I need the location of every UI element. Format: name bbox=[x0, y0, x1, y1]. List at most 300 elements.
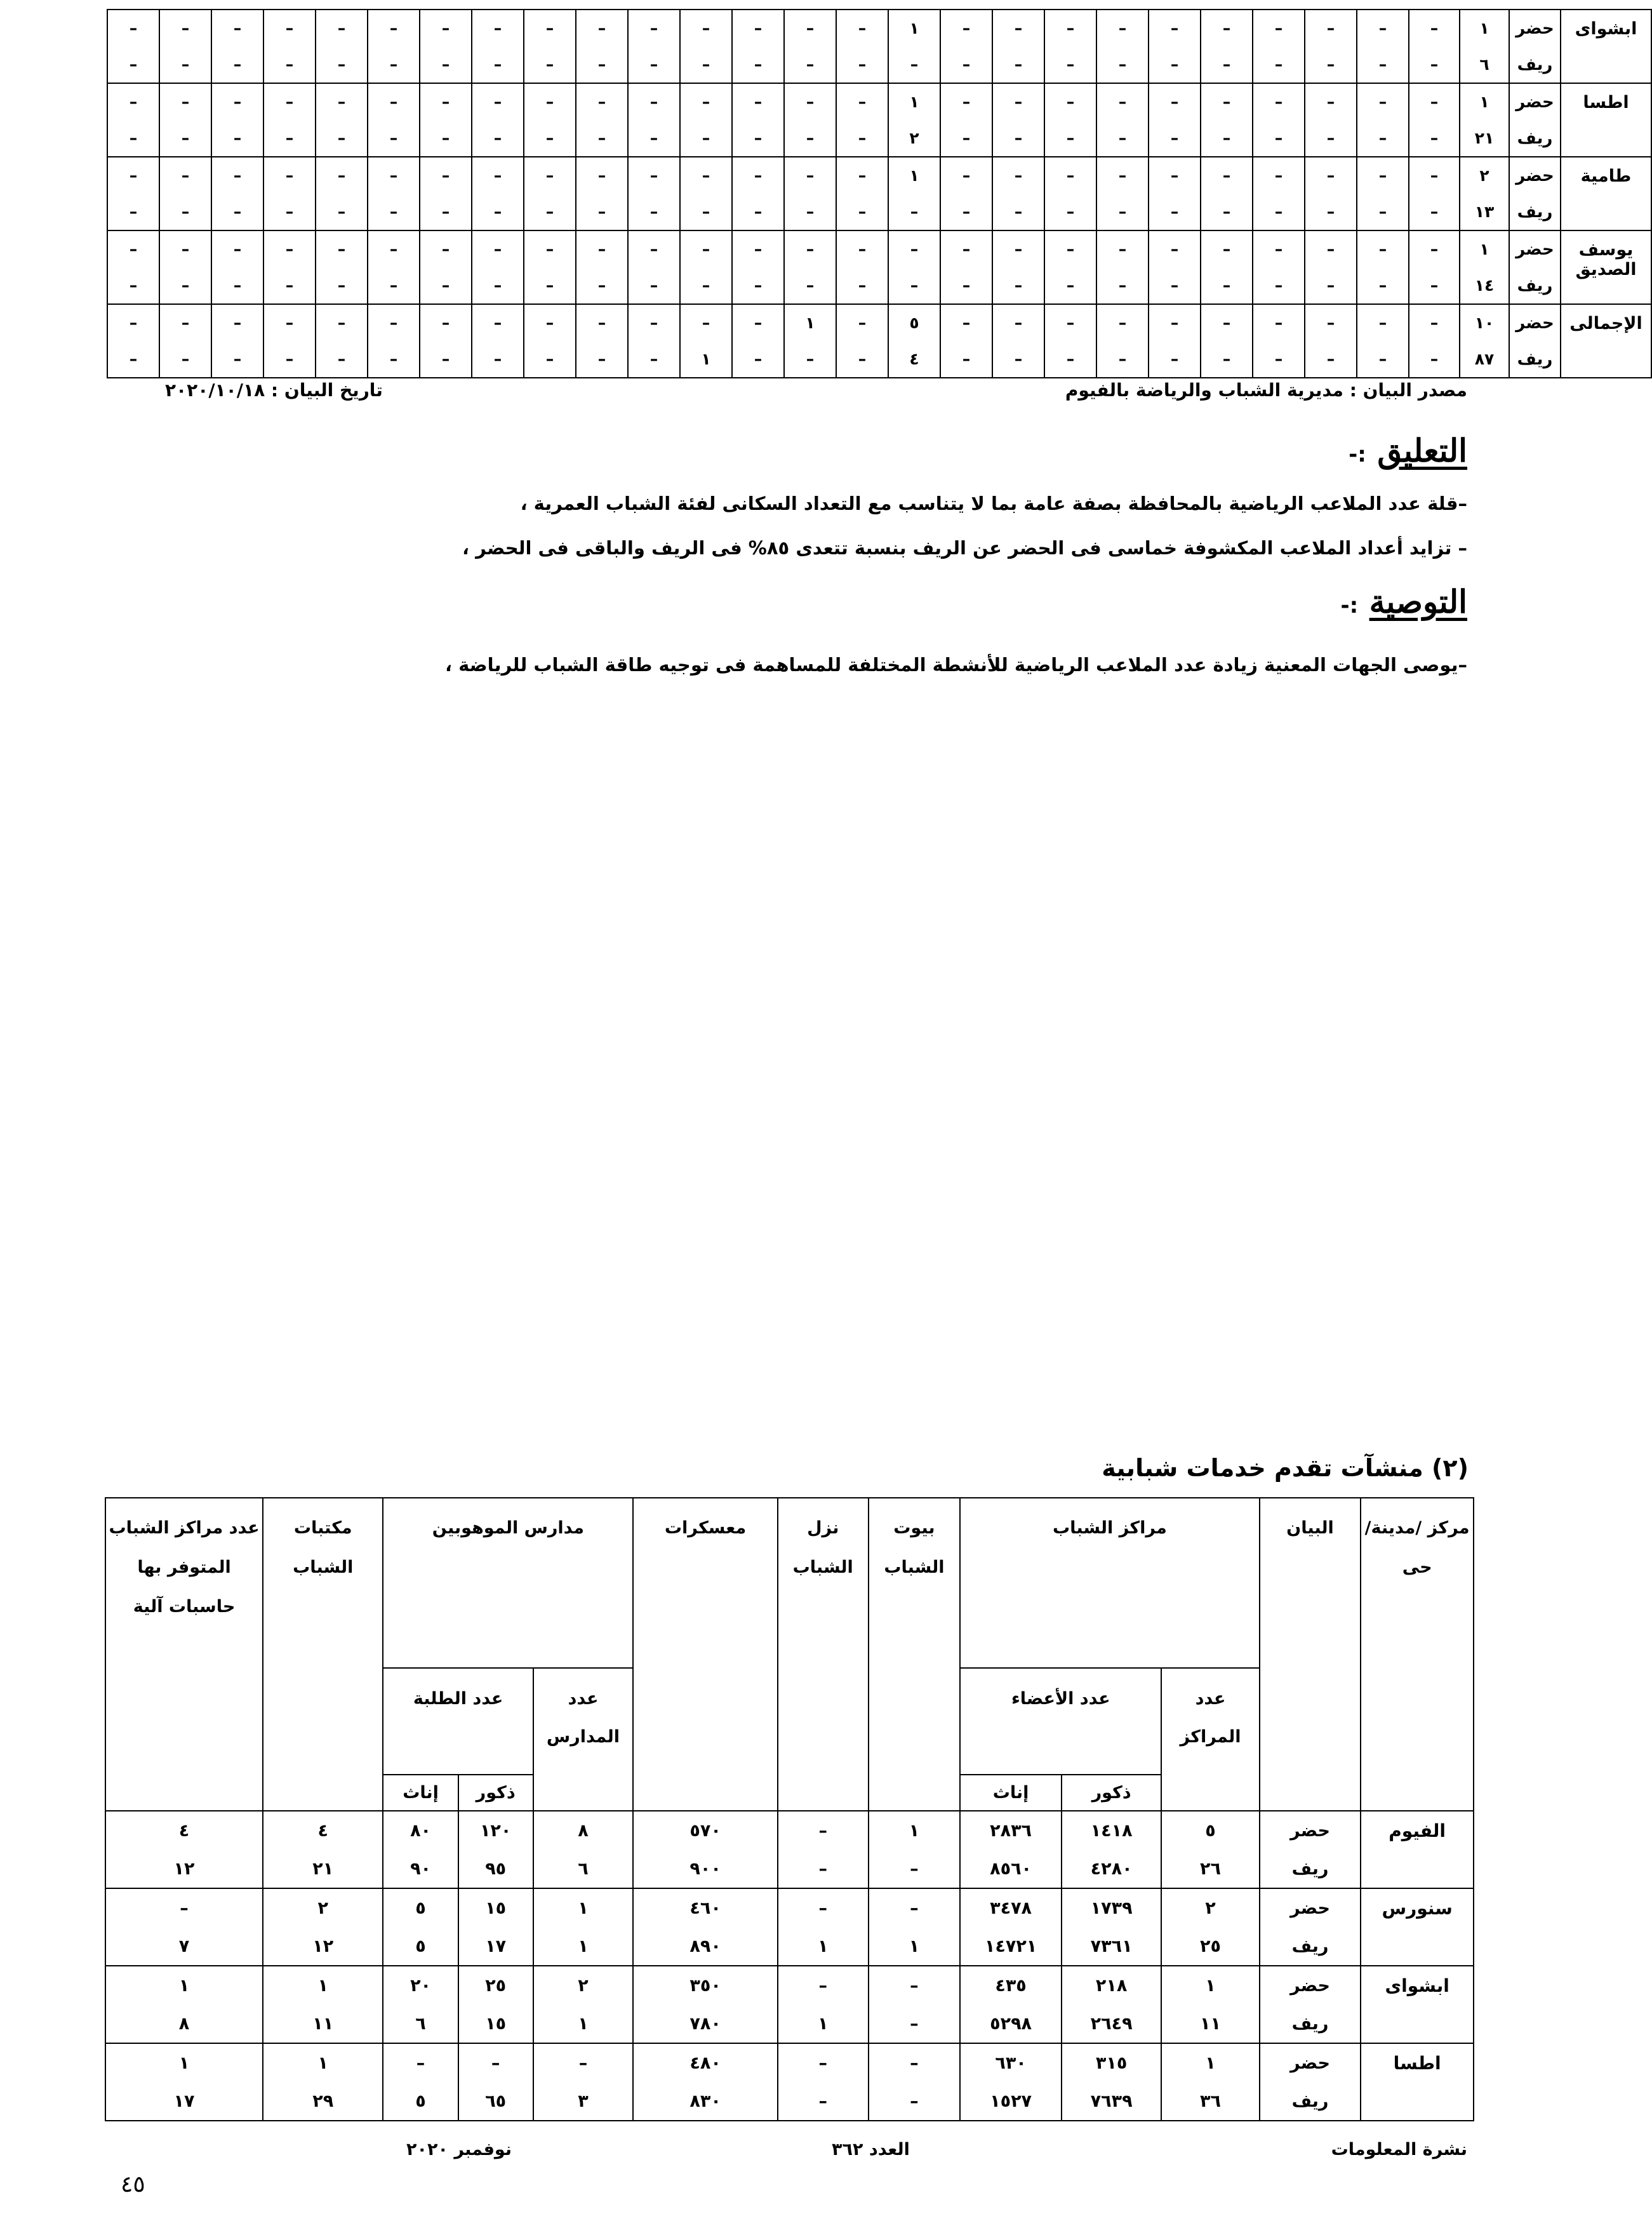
table-cell: – bbox=[316, 83, 368, 120]
table-cell: – bbox=[211, 267, 263, 304]
table-cell: – bbox=[1357, 341, 1409, 378]
table-cell: – bbox=[263, 267, 316, 304]
recommendation-heading-text: التوصية bbox=[1369, 583, 1467, 620]
table-cell: – bbox=[159, 230, 211, 267]
table-cell: – bbox=[1357, 46, 1409, 83]
table-cell: – bbox=[316, 304, 368, 341]
table-cell: – bbox=[524, 341, 576, 378]
table-cell: – bbox=[1357, 120, 1409, 157]
table-cell: – bbox=[524, 194, 576, 230]
table-cell: – bbox=[680, 267, 732, 304]
region-cell: يوسف الصديق bbox=[1561, 230, 1651, 304]
table-row bbox=[107, 341, 1651, 378]
table-cell: ١٥ bbox=[458, 1888, 533, 1927]
table-cell: ١٧ bbox=[105, 2082, 263, 2121]
table-cell: – bbox=[420, 10, 472, 46]
region-cell: الإجمالى bbox=[1561, 304, 1651, 378]
table-row bbox=[105, 1966, 1474, 2005]
table-cell: – bbox=[680, 304, 732, 341]
area-type-label: حضر bbox=[1509, 10, 1561, 46]
table-cell: – bbox=[159, 341, 211, 378]
region-cell: طامية bbox=[1561, 157, 1651, 230]
table-cell: – bbox=[576, 267, 628, 304]
table-cell: ٣١٥ bbox=[1062, 2043, 1161, 2082]
table-cell: ١ bbox=[105, 1966, 263, 2005]
table-cell: – bbox=[524, 157, 576, 194]
area-type-label: ريف bbox=[1260, 2005, 1361, 2043]
table-cell: – bbox=[263, 230, 316, 267]
table-row bbox=[107, 194, 1651, 230]
table-cell: – bbox=[869, 1850, 961, 1888]
table-cell: – bbox=[1201, 83, 1253, 120]
table-cell: – bbox=[1305, 194, 1357, 230]
table-cell: – bbox=[836, 194, 888, 230]
table-cell: – bbox=[940, 341, 992, 378]
header-students: عدد الطلبة bbox=[383, 1668, 533, 1775]
table-cell: – bbox=[420, 304, 472, 341]
table-cell: – bbox=[211, 46, 263, 83]
table-cell: – bbox=[316, 157, 368, 194]
area-type-label: ريف bbox=[1509, 267, 1561, 304]
table-cell: – bbox=[107, 230, 159, 267]
table-cell: – bbox=[836, 83, 888, 120]
table-cell: ٤٨٠ bbox=[633, 2043, 778, 2082]
table-cell: – bbox=[732, 10, 784, 46]
table-cell: – bbox=[1044, 194, 1096, 230]
table-cell: ١٢ bbox=[263, 1927, 383, 1966]
table-cell: – bbox=[316, 10, 368, 46]
table-cell: – bbox=[869, 2082, 961, 2121]
table-cell: ٣٦ bbox=[1161, 2082, 1259, 2121]
table-cell: – bbox=[316, 230, 368, 267]
table-cell: ١ bbox=[533, 1927, 633, 1966]
table-cell: ١ bbox=[1460, 83, 1509, 120]
header-members-male: ذكور bbox=[1062, 1775, 1161, 1811]
table-cell: ١ bbox=[1161, 1966, 1259, 2005]
header-youth-houses: بيوت الشباب bbox=[869, 1498, 961, 1811]
header-youth-hostels: نزل الشباب bbox=[778, 1498, 869, 1811]
table-cell: – bbox=[368, 83, 420, 120]
table-cell: – bbox=[159, 267, 211, 304]
table-cell: – bbox=[576, 157, 628, 194]
table-cell: – bbox=[263, 304, 316, 341]
header-camps: معسكرات bbox=[633, 1498, 778, 1811]
table-cell: – bbox=[368, 10, 420, 46]
table-cell: – bbox=[732, 46, 784, 83]
table-cell: ٤٢٨٠ bbox=[1062, 1850, 1161, 1888]
table-cell: – bbox=[1357, 194, 1409, 230]
table-row bbox=[105, 1888, 1474, 1927]
table-cell: – bbox=[680, 46, 732, 83]
table-cell: ١٢٠ bbox=[458, 1811, 533, 1850]
table-cell: ٩٥ bbox=[458, 1850, 533, 1888]
table-cell: ١٥ bbox=[458, 2005, 533, 2043]
table-row bbox=[107, 46, 1651, 83]
table-cell: – bbox=[888, 267, 940, 304]
table-cell: – bbox=[1305, 120, 1357, 157]
table-cell: – bbox=[1149, 194, 1201, 230]
table2-body bbox=[105, 1811, 1474, 2121]
table-cell: – bbox=[940, 83, 992, 120]
table-cell: – bbox=[1305, 10, 1357, 46]
table-cell: – bbox=[368, 46, 420, 83]
table-body bbox=[107, 10, 1651, 378]
table-cell: – bbox=[778, 1850, 869, 1888]
table-cell: – bbox=[1044, 46, 1096, 83]
table-cell: – bbox=[732, 341, 784, 378]
table-cell: – bbox=[992, 304, 1044, 341]
table-cell: ٢ bbox=[888, 120, 940, 157]
header-libraries: مكتبات الشباب bbox=[263, 1498, 383, 1811]
table-cell: – bbox=[680, 157, 732, 194]
table-cell: – bbox=[576, 194, 628, 230]
table-cell: – bbox=[1149, 267, 1201, 304]
table-cell: – bbox=[628, 83, 680, 120]
table-cell: – bbox=[368, 194, 420, 230]
table-cell: – bbox=[472, 267, 524, 304]
table-cell: ٢١ bbox=[1460, 120, 1509, 157]
table-cell: ٨٥٦٠ bbox=[960, 1850, 1062, 1888]
table-cell: – bbox=[869, 2043, 961, 2082]
region-cell: اطسا bbox=[1361, 2043, 1474, 2121]
table-cell: – bbox=[1357, 304, 1409, 341]
table-cell: – bbox=[940, 194, 992, 230]
table-row bbox=[105, 2005, 1474, 2043]
table-cell: – bbox=[1149, 157, 1201, 194]
table-cell: – bbox=[784, 83, 836, 120]
table-cell: – bbox=[992, 194, 1044, 230]
table-cell: – bbox=[524, 267, 576, 304]
table-cell: – bbox=[732, 157, 784, 194]
table-cell: – bbox=[1096, 46, 1149, 83]
table-cell: ١٢ bbox=[105, 1850, 263, 1888]
table-cell: – bbox=[628, 341, 680, 378]
area-type-label: حضر bbox=[1509, 83, 1561, 120]
table-cell: – bbox=[1305, 304, 1357, 341]
table-row bbox=[107, 10, 1651, 46]
footer-date: نوفمبر ٢٠٢٠ bbox=[406, 2140, 512, 2159]
youth-services-table bbox=[105, 1497, 1474, 2121]
table-cell: – bbox=[420, 157, 472, 194]
header-students-male: ذكور bbox=[458, 1775, 533, 1811]
table-cell: ٢٦٤٩ bbox=[1062, 2005, 1161, 2043]
region-cell: ابشواى bbox=[1361, 1966, 1474, 2043]
table-cell: ٤ bbox=[263, 1811, 383, 1850]
table-cell: – bbox=[992, 83, 1044, 120]
table-cell: – bbox=[680, 120, 732, 157]
table-cell: – bbox=[888, 194, 940, 230]
table-cell: – bbox=[1357, 157, 1409, 194]
table-cell: ٦٣٠ bbox=[960, 2043, 1062, 2082]
table-cell: ٤ bbox=[888, 341, 940, 378]
recommendation-heading-suffix: :- bbox=[1340, 593, 1359, 618]
table-cell: – bbox=[263, 341, 316, 378]
table-cell: – bbox=[472, 230, 524, 267]
table-cell: ٩٠٠ bbox=[633, 1850, 778, 1888]
table-cell: – bbox=[420, 46, 472, 83]
table-row bbox=[107, 157, 1651, 194]
table-cell: – bbox=[383, 2043, 458, 2082]
table-cell: ٣٤٧٨ bbox=[960, 1888, 1062, 1927]
table-cell: – bbox=[368, 230, 420, 267]
table-cell: – bbox=[1096, 194, 1149, 230]
table-cell: – bbox=[107, 194, 159, 230]
table-cell: ٤٦٠ bbox=[633, 1888, 778, 1927]
table-row bbox=[107, 230, 1651, 267]
table-cell: – bbox=[1201, 194, 1253, 230]
table-cell: ١١ bbox=[1161, 2005, 1259, 2043]
table-cell: – bbox=[576, 10, 628, 46]
data-source: مصدر البيان : مديرية الشباب والرياضة بالفيوم bbox=[1065, 380, 1467, 401]
table-cell: – bbox=[992, 157, 1044, 194]
table-cell: – bbox=[628, 304, 680, 341]
table-cell: – bbox=[1305, 230, 1357, 267]
table-cell: – bbox=[1096, 157, 1149, 194]
table-cell: ٥ bbox=[383, 1927, 458, 1966]
header-item: البيان bbox=[1260, 1498, 1361, 1811]
table-cell: – bbox=[836, 341, 888, 378]
table-cell: – bbox=[524, 120, 576, 157]
table-cell: – bbox=[211, 341, 263, 378]
table-cell: ٢١ bbox=[263, 1850, 383, 1888]
table-cell: ٢ bbox=[533, 1966, 633, 2005]
table-cell: ٨ bbox=[533, 1811, 633, 1850]
table-cell: – bbox=[472, 157, 524, 194]
header-computer-centers: عدد مراكز الشباب المتوفر بها حاسبات آلية bbox=[105, 1498, 263, 1811]
table-cell: – bbox=[524, 46, 576, 83]
table-cell: – bbox=[576, 46, 628, 83]
table-cell: – bbox=[533, 2043, 633, 2082]
table-cell: ١ bbox=[105, 2043, 263, 2082]
table-cell: ٢٠ bbox=[383, 1966, 458, 2005]
table-cell: – bbox=[1253, 341, 1305, 378]
table-cell: ٧٨٠ bbox=[633, 2005, 778, 2043]
header-schools-count: عدد المدارس bbox=[533, 1668, 633, 1811]
table-cell: – bbox=[784, 341, 836, 378]
area-type-label: حضر bbox=[1509, 230, 1561, 267]
table-cell: – bbox=[1096, 341, 1149, 378]
table-cell: – bbox=[1201, 267, 1253, 304]
area-type-label: ريف bbox=[1260, 1927, 1361, 1966]
table-cell: – bbox=[316, 194, 368, 230]
table-cell: – bbox=[472, 341, 524, 378]
table-cell: – bbox=[1096, 304, 1149, 341]
table-row bbox=[107, 267, 1651, 304]
table-cell: – bbox=[992, 267, 1044, 304]
table-cell: – bbox=[869, 1966, 961, 2005]
comment-line-2: – تزايد أعداد الملاعب المكشوفة خماسى فى الحضر عن الريف بنسبة تتعدى ٨٥% فى الريف والباقى فى الحضر ، bbox=[462, 537, 1467, 559]
table-cell: ١ bbox=[784, 304, 836, 341]
recommendation-line-1: –يوصى الجهات المعنية زيادة عدد الملاعب الرياضية للأنشطة المختلفة للمساهمة فى توجيه طاقة الشباب للرياضة ، bbox=[444, 654, 1467, 676]
table-cell: – bbox=[836, 230, 888, 267]
table-cell: – bbox=[1409, 341, 1460, 378]
header-youth-centers: مراكز الشباب bbox=[960, 1498, 1259, 1668]
table-cell: – bbox=[940, 120, 992, 157]
table-cell: ٥ bbox=[383, 1888, 458, 1927]
table-cell: – bbox=[628, 194, 680, 230]
table-cell: – bbox=[576, 120, 628, 157]
table-cell: ٥ bbox=[888, 304, 940, 341]
table-cell: – bbox=[940, 230, 992, 267]
table-cell: – bbox=[778, 1966, 869, 2005]
table-cell: – bbox=[211, 10, 263, 46]
table-cell: – bbox=[1409, 267, 1460, 304]
table-cell: ٦ bbox=[383, 2005, 458, 2043]
table-cell: – bbox=[784, 157, 836, 194]
table-cell: – bbox=[107, 120, 159, 157]
table-row bbox=[105, 1850, 1474, 1888]
table-cell: – bbox=[628, 10, 680, 46]
table-cell: ٧٦٣٩ bbox=[1062, 2082, 1161, 2121]
table-cell: – bbox=[1409, 194, 1460, 230]
table-cell: – bbox=[1201, 10, 1253, 46]
table-cell: ٣٥٠ bbox=[633, 1966, 778, 2005]
header-members-female: إناث bbox=[960, 1775, 1062, 1811]
table-cell: – bbox=[420, 341, 472, 378]
table-cell: ٢ bbox=[1161, 1888, 1259, 1927]
table-cell: – bbox=[316, 341, 368, 378]
facilities-continuation-table bbox=[107, 9, 1652, 378]
table-cell: – bbox=[784, 230, 836, 267]
table-cell: – bbox=[159, 10, 211, 46]
table-cell: – bbox=[263, 157, 316, 194]
table-cell: – bbox=[263, 83, 316, 120]
table-cell: – bbox=[159, 194, 211, 230]
table-row bbox=[105, 2082, 1474, 2121]
table-cell: ٨٧ bbox=[1460, 341, 1509, 378]
table-cell: – bbox=[1044, 120, 1096, 157]
table-cell: – bbox=[1253, 267, 1305, 304]
table-cell: – bbox=[940, 157, 992, 194]
table-cell: – bbox=[420, 267, 472, 304]
area-type-label: حضر bbox=[1260, 1811, 1361, 1850]
table-cell: – bbox=[576, 304, 628, 341]
table-cell: – bbox=[107, 267, 159, 304]
table-cell: ١٣ bbox=[1460, 194, 1509, 230]
table-cell: – bbox=[1201, 157, 1253, 194]
table-cell: ١ bbox=[533, 2005, 633, 2043]
region-cell: ابشواى bbox=[1561, 10, 1651, 83]
table-cell: – bbox=[472, 194, 524, 230]
area-type-label: ريف bbox=[1509, 194, 1561, 230]
table-cell: – bbox=[778, 1888, 869, 1927]
table-cell: ١١ bbox=[263, 2005, 383, 2043]
table-cell: – bbox=[680, 230, 732, 267]
table-cell: – bbox=[211, 194, 263, 230]
table-cell: – bbox=[628, 267, 680, 304]
table-cell: – bbox=[524, 304, 576, 341]
table-cell: – bbox=[1149, 304, 1201, 341]
table-cell: ١ bbox=[1460, 230, 1509, 267]
table-cell: ٨ bbox=[105, 2005, 263, 2043]
table-cell: – bbox=[1253, 83, 1305, 120]
table-cell: – bbox=[992, 120, 1044, 157]
table-cell: – bbox=[836, 120, 888, 157]
table-cell: ١ bbox=[680, 341, 732, 378]
table-cell: – bbox=[1305, 341, 1357, 378]
table-cell: – bbox=[992, 10, 1044, 46]
table-cell: – bbox=[1305, 157, 1357, 194]
table-cell: – bbox=[836, 46, 888, 83]
table-cell: ٥ bbox=[383, 2082, 458, 2121]
table-cell: ١ bbox=[778, 2005, 869, 2043]
table-cell: – bbox=[576, 83, 628, 120]
table-cell: – bbox=[836, 10, 888, 46]
table-row bbox=[105, 1811, 1474, 1850]
table-cell: – bbox=[368, 341, 420, 378]
table-cell: ٣ bbox=[533, 2082, 633, 2121]
table-cell: – bbox=[1305, 83, 1357, 120]
table-cell: ٨٣٠ bbox=[633, 2082, 778, 2121]
table-cell: ١٤١٨ bbox=[1062, 1811, 1161, 1850]
table-cell: ٢١٨ bbox=[1062, 1966, 1161, 2005]
table-cell: – bbox=[778, 1811, 869, 1850]
table-row bbox=[107, 120, 1651, 157]
table-cell: – bbox=[1409, 157, 1460, 194]
table-cell: – bbox=[211, 230, 263, 267]
table-cell: – bbox=[1149, 10, 1201, 46]
table-cell: ١ bbox=[888, 83, 940, 120]
table-cell: – bbox=[263, 10, 316, 46]
table-cell: – bbox=[107, 157, 159, 194]
comment-heading-text: التعليق bbox=[1377, 432, 1467, 469]
table-cell: ٩٠ bbox=[383, 1850, 458, 1888]
table-cell: – bbox=[940, 304, 992, 341]
table-cell: – bbox=[472, 83, 524, 120]
table-cell: – bbox=[472, 120, 524, 157]
area-type-label: ريف bbox=[1260, 2082, 1361, 2121]
table-cell: – bbox=[1253, 46, 1305, 83]
table-cell: – bbox=[732, 194, 784, 230]
table-cell: ٥٢٩٨ bbox=[960, 2005, 1062, 2043]
table-cell: – bbox=[1096, 10, 1149, 46]
region-cell: سنورس bbox=[1361, 1888, 1474, 1966]
table-cell: – bbox=[1253, 194, 1305, 230]
table-cell: ٥٧٠ bbox=[633, 1811, 778, 1850]
table-cell: – bbox=[1409, 83, 1460, 120]
recommendation-heading bbox=[1340, 583, 1467, 620]
area-type-label: حضر bbox=[1260, 1888, 1361, 1927]
table-cell: – bbox=[1044, 83, 1096, 120]
table-cell: – bbox=[368, 157, 420, 194]
table-row bbox=[105, 1927, 1474, 1966]
table-cell: – bbox=[1201, 304, 1253, 341]
table-cell: – bbox=[940, 46, 992, 83]
table-cell: – bbox=[1044, 157, 1096, 194]
table-cell: ١٧٣٩ bbox=[1062, 1888, 1161, 1927]
table-cell: – bbox=[1305, 267, 1357, 304]
table-cell: ١٤٧٢١ bbox=[960, 1927, 1062, 1966]
table-cell: – bbox=[107, 10, 159, 46]
table-cell: – bbox=[1253, 157, 1305, 194]
table-cell: – bbox=[576, 341, 628, 378]
table-cell: ١ bbox=[1161, 2043, 1259, 2082]
table-cell: ١ bbox=[263, 1966, 383, 2005]
table-cell: – bbox=[420, 120, 472, 157]
table-cell: – bbox=[1096, 120, 1149, 157]
table-row bbox=[107, 304, 1651, 341]
table-cell: – bbox=[732, 83, 784, 120]
table-cell: – bbox=[732, 230, 784, 267]
table-cell: ١ bbox=[1460, 10, 1509, 46]
table-cell: ٢٥ bbox=[458, 1966, 533, 2005]
table-cell: – bbox=[107, 341, 159, 378]
table-cell: – bbox=[1409, 304, 1460, 341]
table-cell: – bbox=[992, 341, 1044, 378]
table-cell: – bbox=[1044, 304, 1096, 341]
footer-issue: العدد ٣٦٢ bbox=[832, 2140, 910, 2159]
table-cell: ١ bbox=[888, 157, 940, 194]
